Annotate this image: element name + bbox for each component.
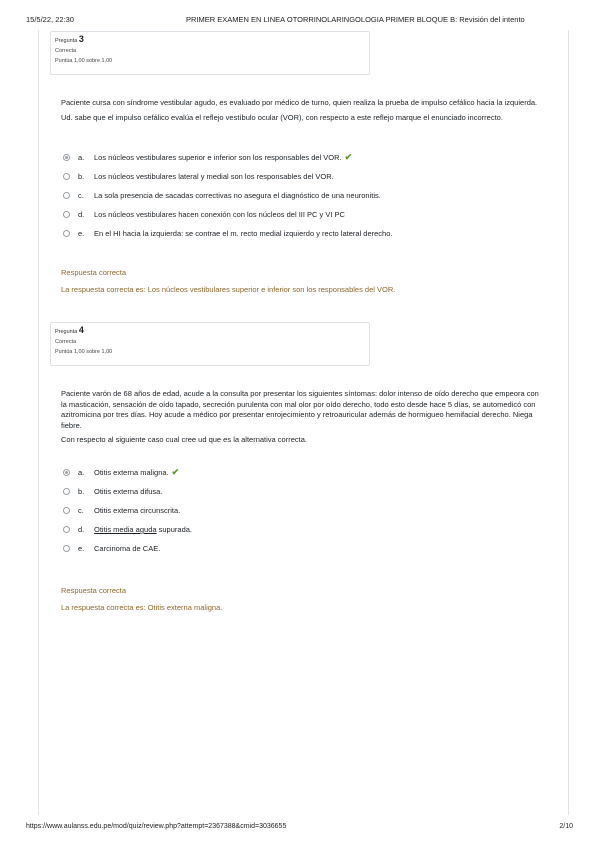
answer-text-underlined: Otitis media aguda	[94, 525, 157, 534]
answer-letter: c.	[78, 506, 84, 515]
print-title: PRIMER EXAMEN EN LINEA OTORRINOLARINGOLOGIA PRIMER BLOQUE B: Revisión del intento	[186, 15, 525, 24]
radio-icon[interactable]	[63, 211, 70, 218]
answer-option[interactable]	[61, 501, 541, 520]
answer-text: Otitis externa difusa.	[94, 487, 163, 496]
question-paragraph: Paciente varón de 68 años de edad, acude a la consulta por presentar los siguientes síntomas: dolor intenso de oído derecho que empeora con la masticación, sensación de oído tapado, secreción purulenta con mal olor por oído derecho, todo esto desde hace 5 días, se automedicó con azitromicina por tres días. Hoy acude a médico por presentar enrojecimiento y retroauricular además de hormigueo hemifacial derecho. Niega fiebre.	[61, 389, 539, 430]
question-text-4	[61, 389, 543, 450]
feedback-text: La respuesta correcta es: Los núcleos vestibulares superior e inferior son los responsables del VOR.	[61, 285, 396, 294]
feedback-title: Respuesta correcta	[61, 268, 127, 277]
print-header	[26, 15, 573, 27]
question-info-4	[50, 322, 370, 366]
question-paragraph: Paciente cursa con síndrome vestibular agudo, es evaluado por médico de turno, quien realiza la prueba de impulso cefálico hacia la izquierda.	[61, 98, 538, 107]
answer-option[interactable]	[61, 539, 541, 558]
answer-option[interactable]	[61, 186, 541, 205]
radio-icon[interactable]	[63, 192, 70, 199]
answer-text: Otitis externa circunscrita.	[94, 506, 181, 515]
question-number-value: 4	[78, 325, 84, 335]
answer-letter: d.	[78, 525, 85, 534]
radio-icon[interactable]	[63, 230, 70, 237]
radio-icon[interactable]	[63, 507, 70, 514]
answer-text: Otitis externa maligna.	[94, 468, 169, 477]
question-info-3	[50, 31, 370, 75]
feedback-4	[61, 582, 541, 616]
answer-text: Los núcleos vestibulares superior e inferior son los responsables del VOR.	[94, 153, 342, 162]
radio-icon[interactable]	[63, 173, 70, 180]
check-icon: ✔	[171, 467, 180, 477]
print-footer	[26, 823, 573, 835]
question-number	[55, 35, 365, 46]
answer-list-4	[61, 463, 541, 558]
question-label: Pregunta	[55, 38, 78, 44]
answer-option[interactable]	[61, 167, 541, 186]
answer-option[interactable]	[61, 520, 541, 539]
question-number	[55, 326, 365, 337]
answer-text: Carcinoma de CAE.	[94, 544, 161, 553]
question-number-value: 3	[78, 34, 84, 44]
answer-text: Los núcleos vestibulares hacen conexión con los núcleos del III PC y VI PC	[94, 210, 345, 219]
feedback-title: Respuesta correcta	[61, 586, 127, 595]
answer-letter: b.	[78, 172, 85, 181]
question-grade: Puntúa 1,00 sobre 1,00	[55, 349, 113, 355]
answer-text: Los núcleos vestibulares lateral y medial son los responsables del VOR.	[94, 172, 334, 181]
question-state: Correcta	[55, 339, 77, 345]
answer-option[interactable]	[61, 148, 541, 167]
answer-text-rest: supurada.	[156, 525, 192, 534]
question-grade: Puntúa 1,00 sobre 1,00	[55, 58, 113, 64]
print-url: https://www.aulanss.edu.pe/mod/quiz/review.php?attempt=2367388&cmid=3036655	[26, 823, 287, 830]
question-paragraph: Con respecto al siguiente caso cual cree ud que es la alternativa correcta.	[61, 435, 307, 444]
answer-option[interactable]	[61, 482, 541, 501]
answer-letter: b.	[78, 487, 85, 496]
print-date: 15/5/22, 22:30	[26, 15, 74, 24]
check-icon: ✔	[344, 152, 353, 162]
answer-text	[94, 525, 192, 534]
radio-icon[interactable]	[63, 488, 70, 495]
answer-letter: d.	[78, 210, 85, 219]
answer-text: En el HI hacia la izquierda: se contrae el m. recto medial izquierdo y recto lateral derecho.	[94, 229, 393, 238]
answer-list-3	[61, 148, 541, 243]
print-page-number: 2/10	[559, 823, 573, 830]
question-label: Pregunta	[55, 329, 78, 335]
answer-letter: e.	[78, 544, 85, 553]
answer-letter: a.	[78, 153, 85, 162]
answer-letter: a.	[78, 468, 85, 477]
answer-letter: e.	[78, 229, 85, 238]
question-text-3	[61, 98, 543, 127]
feedback-text: La respuesta correcta es: Otitis externa maligna.	[61, 603, 223, 612]
radio-selected-icon[interactable]	[63, 154, 70, 161]
answer-letter: c.	[78, 191, 84, 200]
answer-text: La sola presencia de sacadas correctivas no asegura el diagnóstico de una neuronitis.	[94, 191, 381, 200]
radio-icon[interactable]	[63, 526, 70, 533]
question-paragraph: Ud. sabe que el impulso cefálico evalúa el reflejo vestíbulo ocular (VOR), con respecto a este reflejo marque el enunciado incorrecto.	[61, 112, 503, 122]
feedback-3	[61, 264, 541, 298]
radio-icon[interactable]	[63, 545, 70, 552]
question-state: Correcta	[55, 48, 77, 54]
answer-option[interactable]	[61, 205, 541, 224]
answer-option[interactable]	[61, 463, 541, 482]
radio-selected-icon[interactable]	[63, 469, 70, 476]
answer-option[interactable]	[61, 224, 541, 243]
